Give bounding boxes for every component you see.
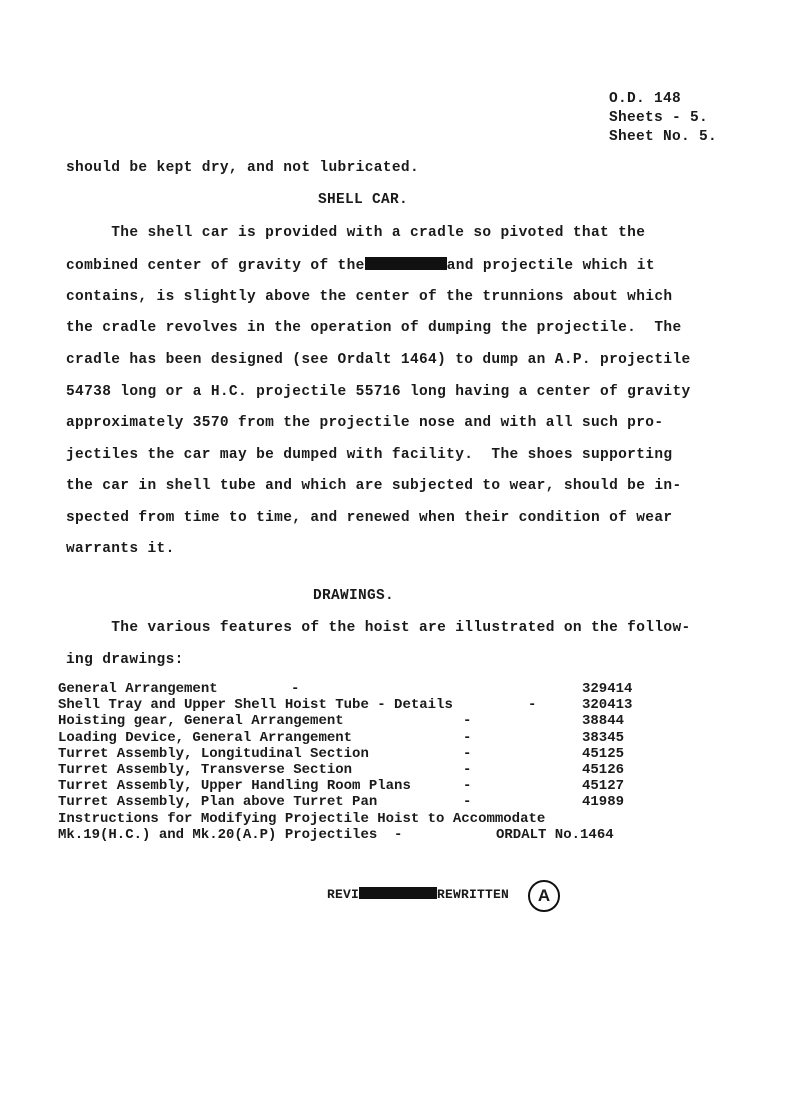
drawing-row — [58, 697, 658, 713]
drawing-title: Mk.19(H.C.) and Mk.20(A.P) Projectiles - — [58, 826, 403, 843]
drawing-row — [58, 762, 658, 778]
drawing-title: Turret Assembly, Transverse Section — [58, 761, 353, 778]
revision-suffix: REWRITTEN — [437, 887, 510, 902]
drawing-dash: - — [463, 729, 472, 746]
drawing-row — [58, 746, 658, 762]
sheet-number: Sheet No. 5. — [609, 129, 718, 145]
drawing-number: 38844 — [582, 713, 625, 730]
drawing-title: Turret Assembly, Upper Handling Room Plans — [58, 778, 411, 795]
drawing-title: General Arrangement — [58, 681, 218, 697]
drawing-title: Instructions for Modifying Projectile Hoist to Accommodate — [58, 810, 546, 827]
drawing-title: Turret Assembly, Longitudinal Section — [58, 745, 369, 762]
paragraph-line: jectiles the car may be dumped with facility. The shoes supporting — [66, 447, 673, 463]
paragraph-line: ing drawings: — [66, 652, 184, 668]
drawing-number: 45125 — [582, 745, 625, 762]
revision-stamp — [327, 887, 509, 902]
revision-badge: A — [528, 880, 560, 912]
paragraph-line: the cradle revolves in the operation of dumping the projectile. The — [66, 320, 682, 336]
drawing-number: 38345 — [582, 729, 625, 746]
drawing-dash: - — [528, 697, 537, 714]
drawing-number: 41989 — [582, 794, 625, 811]
drawings-list — [58, 681, 658, 843]
drawing-number: 329414 — [582, 681, 633, 697]
drawing-number: 45127 — [582, 778, 625, 795]
paragraph-line-part: combined center of gravity of the — [66, 258, 365, 274]
drawing-dash: - — [463, 713, 472, 730]
drawing-dash: - — [463, 745, 472, 762]
paragraph-line: contains, is slightly above the center of the trunnions about which — [66, 289, 673, 305]
paragraph-line: cradle has been designed (see Ordalt 1464) to dump an A.P. projectile — [66, 352, 691, 368]
paragraph-line-part: and projectile which it — [446, 258, 655, 274]
revision-prefix: REVI — [327, 887, 360, 902]
drawing-row — [58, 794, 658, 810]
redaction-bar — [365, 257, 447, 270]
paragraph-line: The shell car is provided with a cradle so pivoted that the — [66, 225, 646, 241]
redaction-bar — [359, 887, 437, 899]
drawing-dash: - — [291, 681, 300, 697]
paragraph-line: warrants it. — [66, 541, 175, 557]
drawing-dash: - — [463, 778, 472, 795]
drawing-row — [58, 811, 658, 827]
paragraph-line: spected from time to time, and renewed when their condition of wear — [66, 510, 673, 526]
drawing-number: 320413 — [582, 697, 633, 714]
drawing-dash: - — [463, 761, 472, 778]
drawing-row — [58, 681, 658, 697]
drawing-number: ORDALT No.1464 — [496, 826, 614, 843]
document-number: O.D. 148 — [609, 91, 682, 107]
intro-line: should be kept dry, and not lubricated. — [66, 160, 420, 176]
drawing-row — [58, 730, 658, 746]
paragraph-line: 54738 long or a H.C. projectile 55716 long having a center of gravity — [66, 384, 691, 400]
drawing-title: Shell Tray and Upper Shell Hoist Tube - Details — [58, 697, 453, 714]
drawing-row — [58, 827, 658, 843]
sheets-count: Sheets - 5. — [609, 110, 709, 126]
paragraph-line: approximately 3570 from the projectile nose and with all such pro- — [66, 415, 664, 431]
shell-car-heading: SHELL CAR. — [318, 192, 409, 208]
document-header — [609, 90, 717, 147]
drawing-dash: - — [463, 794, 472, 811]
paragraph-line-redacted — [66, 257, 655, 274]
paragraph-line: The various features of the hoist are illustrated on the follow- — [66, 620, 691, 636]
drawing-row — [58, 778, 658, 794]
drawing-title: Hoisting gear, General Arrangement — [58, 713, 344, 730]
drawing-number: 45126 — [582, 761, 625, 778]
paragraph-line: the car in shell tube and which are subjected to wear, should be in- — [66, 478, 682, 494]
drawing-title: Loading Device, General Arrangement — [58, 729, 353, 746]
drawing-title: Turret Assembly, Plan above Turret Pan — [58, 794, 378, 811]
drawings-heading: DRAWINGS. — [313, 588, 395, 604]
drawing-row — [58, 713, 658, 729]
